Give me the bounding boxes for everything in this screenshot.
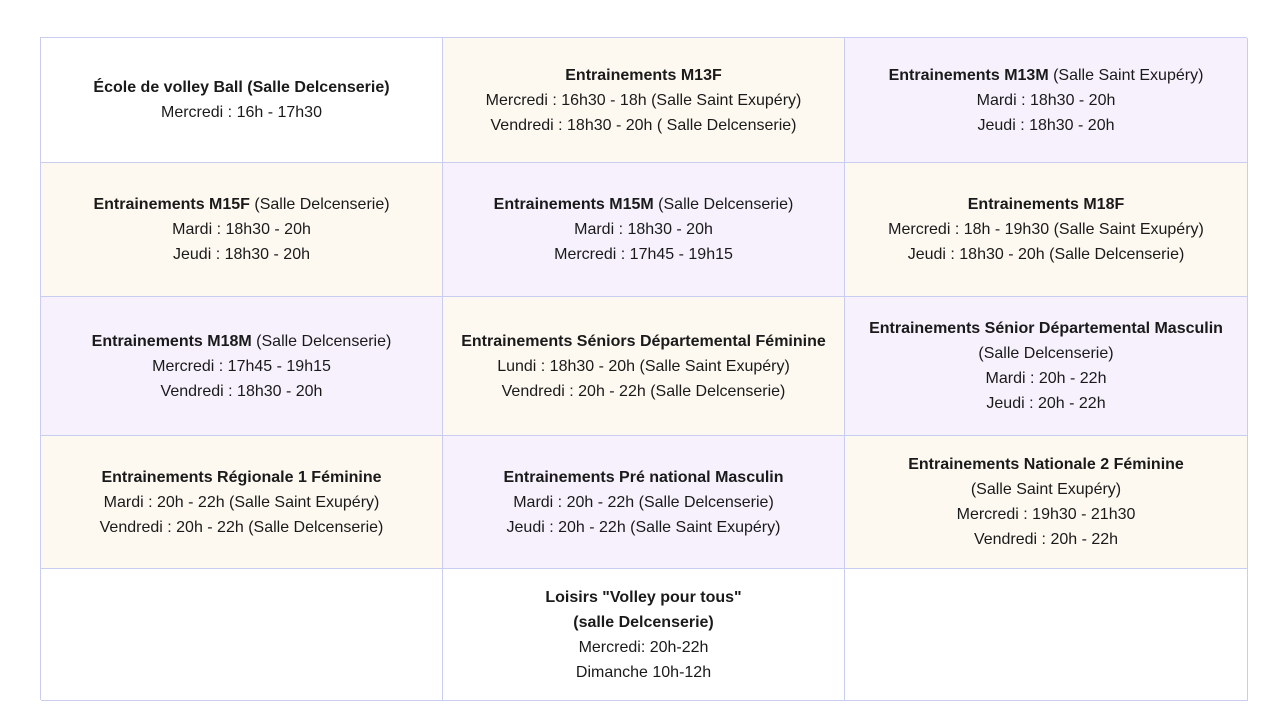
cell-title-bold: Entrainements M18F (967, 196, 1125, 213)
cell-title (494, 192, 794, 217)
schedule-cell-nationale-2-feminine (845, 436, 1248, 569)
cell-title-bold: Loisirs "Volley pour tous" (salle Delcenserie) (545, 588, 742, 631)
cell-line: Vendredi : 20h - 22h (Salle Delcenserie) (501, 382, 786, 400)
cell-line: Mardi : 20h - 22h (985, 370, 1107, 387)
cell-line: Mercredi : 17h45 - 19h15 (554, 246, 733, 263)
cell-title (968, 192, 1124, 217)
cell-line: Vendredi : 18h30 - 20h ( Salle Delcenserie) (490, 116, 797, 134)
cell-title-bold: Entrainements M15F (93, 196, 250, 213)
schedule-cell-seniors-dep-feminine (443, 297, 845, 436)
schedule-cell-senior-dep-masculin (845, 297, 1248, 436)
cell-title (101, 465, 381, 490)
cell-title-venue: (Salle Delcenserie) (251, 332, 392, 350)
cell-title-bold: Entrainements Nationale 2 Féminine (908, 456, 1184, 473)
cell-line: Mercredi: 20h-22h (578, 638, 709, 656)
cell-title (503, 465, 783, 490)
cell-line: Vendredi : 18h30 - 20h (160, 382, 323, 400)
cell-line: Mercredi : 18h - 19h30 (Salle Saint Exupéry) (888, 221, 1204, 238)
schedule-cell-pre-national-masculin (443, 436, 845, 569)
schedule-cell-m15f (41, 163, 443, 297)
cell-line: Jeudi : 18h30 - 20h (Salle Delcenserie) (907, 246, 1185, 263)
cell-title-bold: Entrainements M15M (493, 196, 654, 213)
cell-title (524, 585, 764, 635)
schedule-cell-m15m (443, 163, 845, 297)
cell-line: Mercredi : 19h30 - 21h30 (956, 506, 1136, 523)
cell-line: Mardi : 20h - 22h (Salle Delcenserie) (513, 493, 774, 511)
schedule-cell-regionale-1-feminine (41, 436, 443, 569)
cell-title-venue: (Salle Saint Exupéry) (1048, 66, 1204, 84)
cell-title-venue: (Salle Delcenserie) (978, 345, 1114, 362)
schedule-cell-empty (41, 569, 443, 701)
cell-line: Jeudi : 18h30 - 20h (977, 116, 1115, 134)
cell-title-bold: Entrainements Pré national Masculin (503, 468, 784, 486)
cell-title (889, 63, 1204, 88)
cell-line: Mercredi : 16h - 17h30 (161, 104, 322, 121)
cell-line: Mardi : 18h30 - 20h (976, 91, 1116, 109)
schedule-cell-m18f (845, 163, 1248, 297)
cell-line: Jeudi : 20h - 22h (Salle Saint Exupéry) (506, 518, 781, 536)
cell-line: Vendredi : 20h - 22h (973, 531, 1119, 548)
cell-title-bold: Entrainements M18M (91, 332, 252, 350)
cell-line: (Salle Saint Exupéry) (970, 481, 1122, 498)
cell-title-bold: Entrainements Séniors Départemental Féminine (461, 332, 826, 350)
cell-title-bold: École de volley Ball (Salle Delcenserie) (93, 79, 390, 96)
schedule-cell-m13m (845, 38, 1248, 163)
cell-line: Mardi : 18h30 - 20h (172, 221, 311, 238)
cell-title-venue: (Salle Delcenserie) (653, 196, 794, 213)
cell-line: Jeudi : 20h - 22h (986, 395, 1106, 412)
cell-line: Mardi : 20h - 22h (Salle Saint Exupéry) (103, 493, 380, 511)
cell-title (93, 75, 389, 100)
schedule-cell-m18m (41, 297, 443, 436)
cell-title-bold: Entrainements Sénior Départemental Masculin (869, 320, 1223, 337)
cell-line: Mardi : 18h30 - 20h (574, 221, 713, 238)
cell-title (92, 329, 392, 354)
cell-line: Lundi : 18h30 - 20h (Salle Saint Exupéry) (497, 357, 790, 375)
cell-title-bold: Entrainements M13F (565, 66, 722, 84)
schedule-cell-empty (845, 569, 1248, 701)
cell-title-venue: (Salle Delcenserie) (249, 196, 390, 213)
cell-line: Dimanche 10h-12h (575, 663, 712, 681)
schedule-cell-ecole (41, 38, 443, 163)
cell-title (93, 192, 389, 217)
cell-line: Mercredi : 17h45 - 19h15 (152, 357, 331, 375)
cell-title-bold: Entrainements M13M (888, 66, 1049, 84)
cell-title-bold: Entrainements Régionale 1 Féminine (101, 468, 382, 486)
cell-title (565, 63, 721, 88)
cell-line: Mercredi : 16h30 - 18h (Salle Saint Exupéry) (485, 91, 802, 109)
schedule-cell-loisirs (443, 569, 845, 701)
cell-title (859, 316, 1233, 366)
cell-title (461, 329, 826, 354)
schedule-cell-m13f (443, 38, 845, 163)
schedule-table (40, 37, 1247, 700)
cell-line: Vendredi : 20h - 22h (Salle Delcenserie) (99, 518, 384, 536)
cell-line: Jeudi : 18h30 - 20h (173, 246, 310, 263)
cell-title (908, 452, 1184, 477)
